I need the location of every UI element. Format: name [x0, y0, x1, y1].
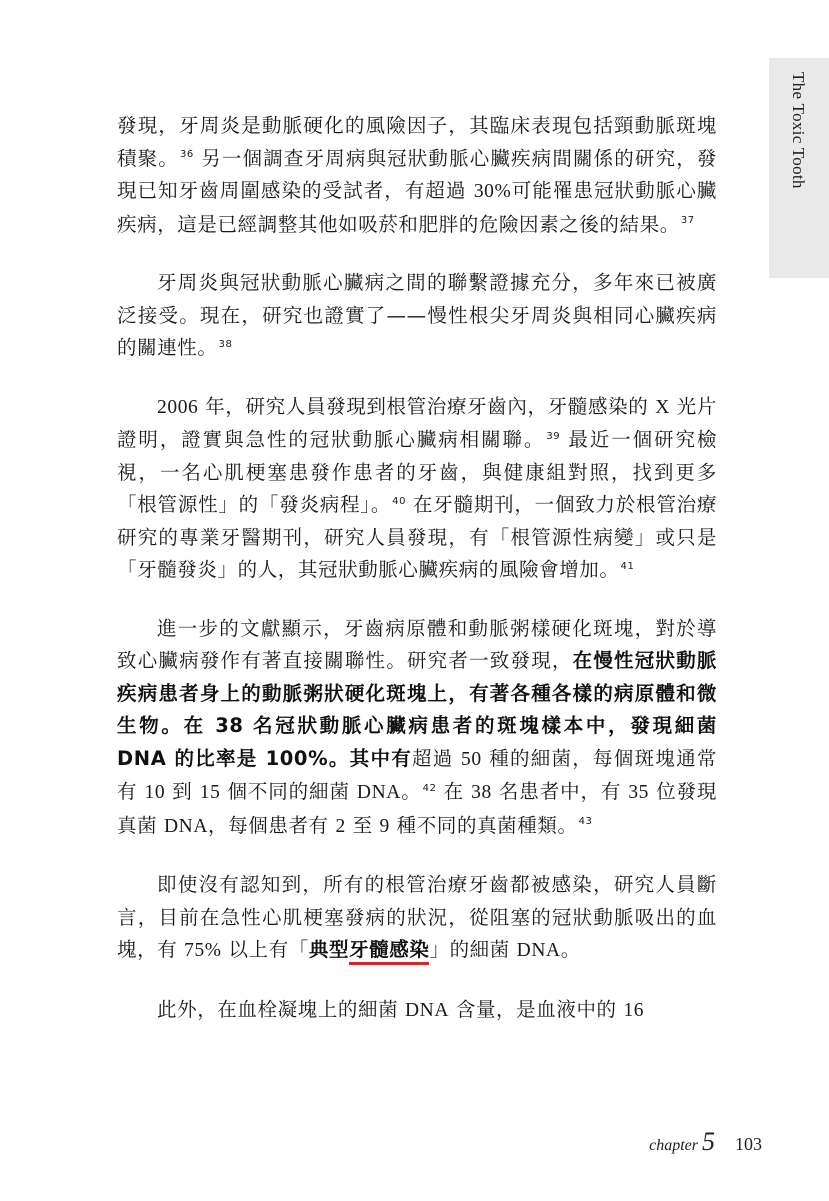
- paragraph: [117, 391, 717, 587]
- text-run: 10: [144, 782, 166, 803]
- emphasis-text: 在慢性冠狀動脈疾病患者身上的動脈粥狀硬化斑塊上，有著各種各樣的病原體和微生物。在 38 名冠狀動脈心臟病患者的斑塊樣本中，發現細菌 DNA 的比率是 100%。其中有: [117, 649, 718, 770]
- text-run: 75%: [184, 940, 222, 961]
- text-run: 進一步的文獻顯示，牙齒病原體和動脈粥樣硬化斑塊，對於導致心臟病發作有著直接關聯性。研究者一致發現，: [117, 616, 717, 672]
- text-run: 即使沒有認知到，所有的根管治療牙齒都被感染，研究人員斷言，目前在急性心肌梗塞發病的狀況，從阻塞的冠狀動脈吸出的血塊，有: [117, 873, 717, 961]
- body-text: [117, 110, 717, 1053]
- paragraph: [117, 613, 717, 844]
- text-run: DNA: [164, 815, 209, 837]
- text-run: 2006: [157, 396, 199, 418]
- text-run: 名患者中，有: [491, 780, 629, 803]
- text-run: 年，研究人員發現到根管治療牙齒內，牙髓感染的: [198, 394, 656, 418]
- text-run: 另一個調查牙周病與冠狀動脈心臟疾病間關係的研究，發現已知牙齒周圍感染的受試者，有超過: [117, 146, 717, 202]
- text-run: 在牙髓期刊，一個致力於根管治療研究的專業牙醫期刊，研究人員發現，有「根管源性病變」或只是「牙髓發炎」的人，其冠狀動脈心臟疾病的風險會增加。: [117, 493, 717, 581]
- text-run: 35: [628, 782, 650, 803]
- text-run: 16: [623, 999, 645, 1021]
- text-run: DNA: [356, 782, 401, 803]
- text-run: 2: [335, 815, 346, 837]
- footnote-ref: 40: [392, 495, 407, 507]
- text-run: 位發現真菌: [117, 780, 717, 837]
- text-run: 種不同的真菌種類。: [389, 813, 578, 837]
- emphasis-text: 典型: [308, 938, 350, 961]
- footnote-ref: 38: [218, 338, 233, 350]
- text-run: 。: [400, 780, 422, 803]
- footnote-ref: 42: [422, 782, 437, 794]
- text-run: 可能罹患冠狀動脈心臟疾病，這是已經調整其他如吸菸和肥胖的危險因素之後的結果。: [117, 179, 717, 236]
- text-run: 9: [379, 815, 390, 837]
- text-run: 以上有「: [221, 938, 309, 961]
- footnote-ref: 39: [546, 430, 561, 442]
- paragraph: [117, 267, 717, 365]
- text-run: 牙周炎與冠狀動脈心臟病之間的聯繫證據充分，多年來已被廣泛接受。現在，研究也證實了——慢性根尖牙周炎與相同心臟疾病的關連性。: [117, 271, 717, 359]
- text-run: 種的細菌，每個斑塊通常有: [117, 746, 717, 803]
- folio: [649, 1127, 762, 1157]
- text-run: 最近一個研究檢視，一名心肌梗塞患發作患者的牙齒，與健康組對照，找到更多「根管源性」的「發炎病程」。: [117, 428, 717, 516]
- text-run: 在: [436, 780, 472, 803]
- text-run: 個不同的細菌: [220, 780, 357, 803]
- chapter-label: chapter: [649, 1137, 698, 1154]
- highlighted-text: 牙髓感染: [349, 938, 429, 965]
- text-run: 15: [199, 782, 221, 803]
- text-run: X: [655, 396, 670, 418]
- running-head: The Toxic Tooth: [789, 72, 808, 189]
- text-run: DNA: [405, 999, 450, 1021]
- chapter-number: 5: [702, 1127, 715, 1156]
- text-run: 到: [165, 780, 200, 803]
- footnote-ref: 41: [620, 560, 635, 572]
- text-run: 光片證明，證實與急性的冠狀動脈心臟病相關聯。: [117, 394, 717, 451]
- text-run: 超過: [412, 746, 462, 770]
- text-run: 至: [345, 813, 380, 837]
- text-run: ，每個患者有: [208, 813, 336, 837]
- text-run: 50: [461, 748, 482, 770]
- page-number: 103: [735, 1134, 762, 1154]
- text-run: 此外，在血栓凝塊上的細菌: [157, 997, 405, 1021]
- paragraph: [117, 869, 717, 968]
- footnote-ref: 36: [179, 149, 194, 160]
- text-run: DNA: [516, 940, 561, 961]
- text-run: 發現，牙周炎是動脈硬化的風險因子，其臨床表現包括頸動脈斑塊積聚。: [117, 114, 717, 170]
- text-run: 」的細菌: [429, 938, 517, 961]
- text-run: 。: [560, 938, 581, 961]
- paragraph: [117, 110, 717, 241]
- text-run: 含量，是血液中的: [449, 997, 624, 1021]
- paragraph: [117, 994, 717, 1028]
- footnote-ref: 43: [578, 816, 593, 827]
- footnote-ref: 37: [680, 215, 695, 226]
- text-run: 38: [471, 782, 492, 803]
- text-run: 30%: [473, 181, 512, 202]
